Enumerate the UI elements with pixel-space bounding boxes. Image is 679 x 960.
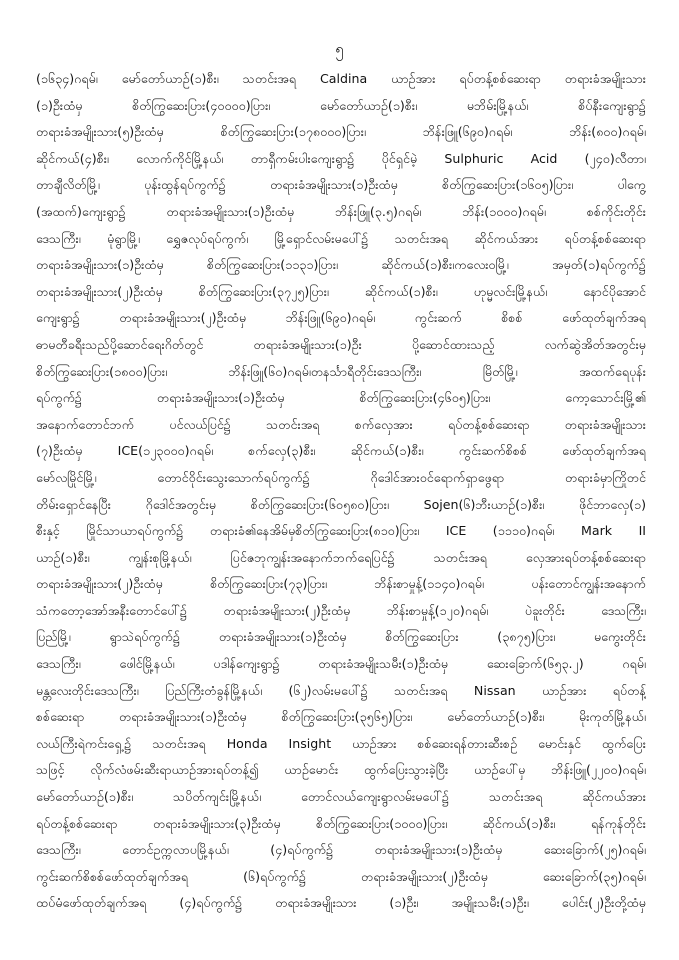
text-line: (၇)ဦးထံမှ ICE(၁၂၃၀၀၀)ဂရမ်၊ စက်လှေ(၃)စီး၊ ဆိုင်ကယ်(၁)စီး၊ ကွင်းဆက်စိစစ် ဖော်ထုတ်ချက်အရ xyxy=(36,443,646,459)
text-line: ဆိုင်ကယ်(၄)စီး၊ လောက်ကိုင်မြို့နယ်၊ တာရှီကမ်းပါးကျေးရွာ၌ ပိုင်ရှင်မဲ့ Sulphuric Acid (၂၄၀)လီတာ၊ xyxy=(36,150,646,166)
text-line: တရားခံအမျိုးသား(၁)ဦးထံမှ စိတ်ကြွဆေးပြား(၁၁၃၁)ပြား၊ ဆိုင်ကယ်(၁)စီး၊ကလေးဝမြို့၊ အမှတ်(၁)ရပ်ကွက်၌ xyxy=(36,257,646,273)
text-line: မော်လမြိုင်မြို့၊ တောင်ဝိုင်းသွေးသောက်ရပ်ကွက်၌ ဂိုဒေါင်အားဝင်ရောက်ရှာဖွေရာ တရားခံမှာကြိုတင် xyxy=(36,469,646,485)
text-line: သဖြင့် လိုက်လံဖမ်းဆီးရာယာဉ်အားရပ်တန့်၍ ယာဉ်မောင်း ထွက်ပြေးသွားခဲ့ပြီး ယာဉ်ပေါ်မှ ဘိန်းဖြူ(၂၂၀၀)ဂရမ်၊ xyxy=(36,762,646,778)
text-line: ဓာမတီခရီးသည်ပို့ဆောင်ရေးဂိတ်တွင် တရားခံအမျိုးသား(၁)ဦး ပို့ဆောင်ထားသည့် လက်ဆွဲအိတ်အတွင်းမှ xyxy=(36,336,646,352)
text-line: ရပ်ကွက်၌ တရားခံအမျိုးသား(၁)ဦးထံမှ စိတ်ကြွဆေးပြား(၄၆၀၅)ပြား၊ ကော့သောင်းမြို့၏ xyxy=(36,390,646,406)
page-number: ၅ xyxy=(335,40,344,58)
text-line: မော်တော်ယာဉ်(၁)စီး၊ သပိတ်ကျင်းမြို့နယ်၊ တောင်လယ်ကျေးရွာလမ်းမပေါ်၌ သတင်းအရ ဆိုင်ကယ်အား xyxy=(36,789,646,805)
text-line: စစ်ဆေးရာ တရားခံအမျိုးသား(၁)ဦးထံမှ စိတ်ကြွဆေးပြား(၃၅၆၅)ပြား၊ မော်တော်ယာဉ်(၁)စီး၊ မိုးကုတ်မြို့နယ်၊ xyxy=(36,709,646,725)
text-line: (၁)ဦးထံမှ စိတ်ကြွဆေးပြား(၄၀၀၀၀)ပြား၊ မော်တော်ယာဉ်(၁)စီး၊ မဘိမ်းမြို့နယ်၊ စိပ်နီးကျေးရွာ၌ xyxy=(36,97,646,113)
text-line: ယာဉ်(၁)စီး၊ ကျွန်းစုမြို့နယ်၊ ပြင်ဇဘုကျွန်းအနောက်ဘက်ရေပြင်၌ သတင်းအရ လှေအားရပ်တန့်စစ်ဆေးရာ xyxy=(36,549,646,565)
text-line: တရားခံအမျိုးသား(၂)ဦးထံမှ စိတ်ကြွဆေးပြား(၇၃)ပြား၊ ဘိန်းစာမှုန့်(၁၁၄၀)ဂရမ်၊ ပန်းတောင်ကျွန်းအနောက် xyxy=(36,576,646,592)
body-paragraph xyxy=(36,66,646,917)
text-line: အနောက်တောင်ဘက် ပင်လယ်ပြင်၌ သတင်းအရ စက်လှေအား ရပ်တန့်စစ်ဆေးရာ တရားခံအမျိုးသား xyxy=(36,416,646,432)
text-line: စိတ်ကြွဆေးပြား(၁၈၀၀)ပြား၊ ဘိန်းဖြူ(၆၀)ဂရမ်၊တနင်္သာရီတိုင်းဒေသကြီး၊ မြိတ်မြို့၊ အထက်ရေပုန်း xyxy=(36,363,646,379)
text-line: စီးနှင့် မြိုင်သာယာရပ်ကွက်၌ တရားခံ၏နေအိမ်မှစိတ်ကြွဆေးပြား(၈၁၀)ပြား၊ ICE (၁၁၁၀)ဂရမ်၊ Mark II xyxy=(36,523,646,539)
text-line: တရားခံအမျိုးသား(၂)ဦးထံမှ စိတ်ကြွဆေးပြား(၃၇၂၅)ပြား၊ ဆိုင်ကယ်(၁)စီး၊ ဟုမ္မလင်းမြို့နယ်၊ နောင်ပိုအောင် xyxy=(36,283,646,299)
text-line: ဒေသကြီး၊ ဖေါင်မြို့နယ်၊ ပဒါန်ကျေးရွာ၌ တရားခံအမျိုးသမီး(၁)ဦးထံမှ ဆေးခြောက်(၆၅၃.၂) ဂရမ်၊ xyxy=(36,656,646,672)
text-line: ပြည်မြို့၊ ရွာသဲရပ်ကွက်၌ တရားခံအမျိုးသား(၁)ဦးထံမှ စိတ်ကြွဆေးပြား (၃၈၇၅)ပြား၊ မကွေးတိုင်း xyxy=(36,629,646,645)
text-line: မန္တလေးတိုင်းဒေသကြီး၊ ပြည်ကြီးတံခွန်မြို့နယ်၊ (၆၂)လမ်းမပေါ်၌ သတင်းအရ Nissan ယာဉ်အား ရပ်တန့် xyxy=(36,682,646,698)
text-line: တိမ်းရှောင်နေပြီး ဂိုဒေါင်အတွင်းမှ စိတ်ကြွဆေးပြား(၆၀၅၈၀)ပြား၊ Sojen(၆)ဘီးယာဉ်(၁)စီး၊ ဖိုင်ဘာလှေ(၁) xyxy=(36,496,646,512)
text-line: (အထက်)ကျေးရွာ၌ တရားခံအမျိုးသား(၁)ဦးထံမှ ဘိန်းဖြူ(၃.၅)ဂရမ်၊ ဘိန်း(၁၀၀၀)ဂရမ်၊ စစ်ကိုင်းတိုင်း xyxy=(36,203,646,219)
text-line: ထပ်မံဖော်ထုတ်ချက်အရ (၄)ရပ်ကွက်၌ တရားခံအမျိုးသား (၁)ဦး၊ အမျိုးသမီး(၁)ဦး၊ ပေါင်း(၂)ဦးတို့ထံမှ xyxy=(36,895,646,911)
text-line: တာချီလိတ်မြို့၊ ပုန်းထွန်ရပ်ကွက်၌ တရားခံအမျိုးသား(၁)ဦးထံမှ စိတ်ကြွဆေးပြား(၁၆၀၅)ပြား၊ ပါကွေ့ xyxy=(36,177,646,193)
text-line: ဒေသကြီး၊ မုံရွာမြို့၊ ရွှေဇလုပ်ရပ်ကွက်၊ မြို့ရှောင်လမ်းမပေါ်၌ သတင်းအရ ဆိုင်ကယ်အား ရပ်တန့်စစ်ဆေးရာ xyxy=(36,230,646,246)
text-line: ကျေးရွာ၌ တရားခံအမျိုးသား(၂)ဦးထံမှ ဘိန်းဖြူ(၆၉၀)ဂရမ်၊ ကွင်းဆက် စိစစ် ဖော်ထုတ်ချက်အရ xyxy=(36,310,646,326)
text-line: ကွင်းဆက်စိစစ်ဖော်ထုတ်ချက်အရ (၆)ရပ်ကွက်၌ တရားခံအမျိုးသား(၂)ဦးထံမှ ဆေးခြောက်(၃၅)ဂရမ်၊ xyxy=(36,868,646,884)
text-line: ဒေသကြီး၊ တောင်ဥက္ကလာပမြို့နယ်၊ (၄)ရပ်ကွက်၌ တရားခံအမျိုးသား(၁)ဦးထံမှ ဆေးခြောက်(၂၅)ဂရမ်၊ xyxy=(36,842,646,858)
text-line: သံကတော့အော်အနီးတောင်ပေါ်၌ တရားခံအမျိုးသား(၂)ဦးထံမှ ဘိန်းစာမှုန့်(၁၂၀)ဂရမ်၊ ပဲခူးတိုင်း ဒေသကြီး၊ xyxy=(36,602,646,618)
text-line: (၁၆၃၄)ဂရမ်၊ မော်တော်ယာဉ်(၁)စီး၊ သတင်းအရ Caldina ယာဉ်အား ရပ်တန့်စစ်ဆေးရာ တရားခံအမျိုးသား xyxy=(36,71,646,86)
text-line: လယ်ကြီးရဲကင်းရှေ့၌ သတင်းအရ Honda Insight ယာဉ်အား စစ်ဆေးရန်တားဆီးစဉ် မောင်းနှင် ထွက်ပြေး xyxy=(36,735,646,751)
text-line: ရပ်တန့်စစ်ဆေးရာ တရားခံအမျိုးသား(၃)ဦးထံမှ စိတ်ကြွဆေးပြား(၁၀၀၀)ပြား၊ ဆိုင်ကယ်(၁)စီး၊ ရန်ကုန်တိုင်း xyxy=(36,815,646,831)
text-line: တရားခံအမျိုးသား(၅)ဦးထံမှ စိတ်ကြွဆေးပြား(၁၇၈၀၀၀)ပြား၊ ဘိန်းဖြူ(၆၉၀)ဂရမ်၊ ဘိန်း(၈၀၀)ဂရမ်၊ xyxy=(36,124,646,140)
